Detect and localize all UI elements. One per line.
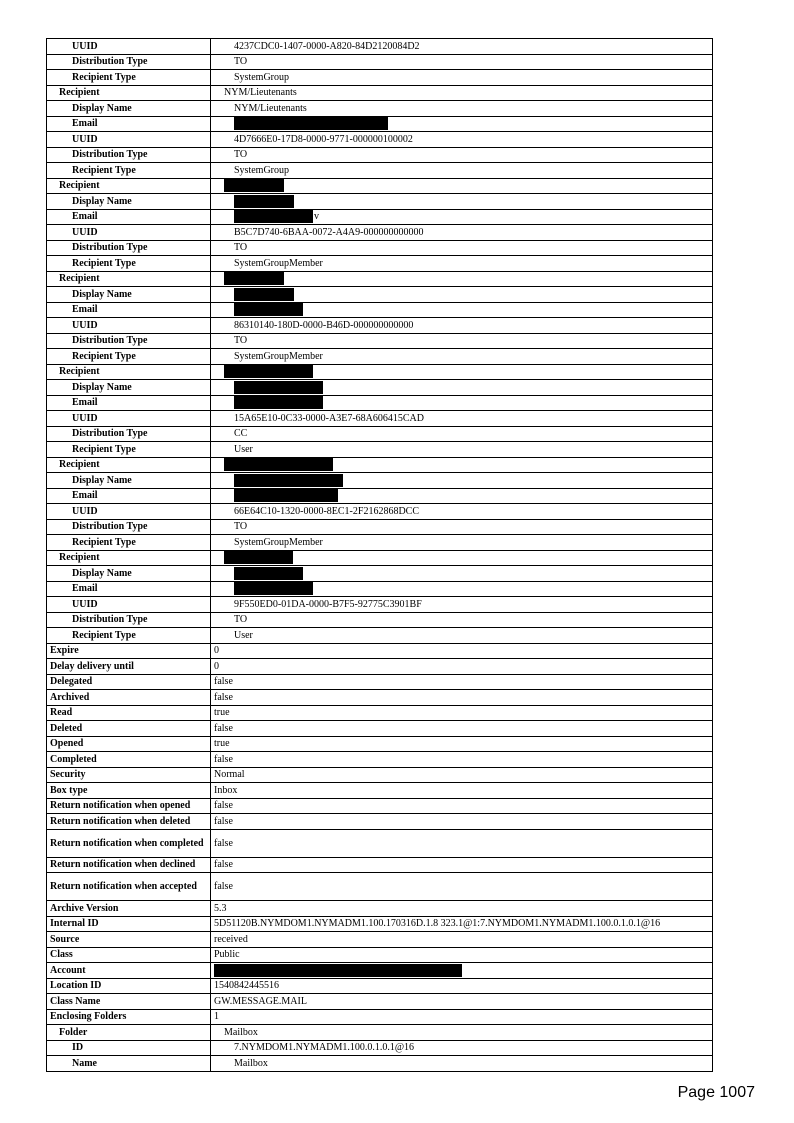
redaction-block: [234, 396, 323, 409]
table-row: [47, 287, 713, 303]
row-label: Recipient Type: [47, 535, 211, 551]
row-label: Distribution Type: [47, 54, 211, 70]
row-label: Distribution Type: [47, 333, 211, 349]
table-row: [47, 674, 713, 690]
table-row: [47, 873, 713, 901]
table-row: [47, 721, 713, 737]
row-label: Display Name: [47, 287, 211, 303]
table-row: [47, 597, 713, 613]
table-row: [47, 488, 713, 504]
table-row: [47, 736, 713, 752]
table-row: [47, 132, 713, 148]
row-label: Recipient Type: [47, 349, 211, 365]
row-label: Distribution Type: [47, 519, 211, 535]
table-row: [47, 178, 713, 194]
row-label: Email: [47, 302, 211, 318]
row-label: Display Name: [47, 101, 211, 117]
redaction-block: [234, 288, 294, 301]
redaction-block: [234, 474, 343, 487]
row-value: TO: [211, 519, 713, 535]
redaction-block: [234, 303, 303, 316]
row-label: ID: [47, 1040, 211, 1056]
row-value: SystemGroupMember: [211, 535, 713, 551]
row-label: UUID: [47, 318, 211, 334]
properties-table-body: [47, 39, 713, 1072]
row-value: NYM/Lieutenants: [211, 101, 713, 117]
table-row: [47, 318, 713, 334]
row-label: Recipient: [47, 364, 211, 380]
row-label: Return notification when deleted: [47, 814, 211, 830]
row-value: 0: [211, 643, 713, 659]
row-value: SystemGroupMember: [211, 349, 713, 365]
table-row: [47, 225, 713, 241]
table-row: [47, 612, 713, 628]
redaction-block: [224, 365, 313, 378]
row-value: [211, 488, 713, 504]
table-row: [47, 504, 713, 520]
table-row: [47, 457, 713, 473]
row-value: true: [211, 705, 713, 721]
row-label: Distribution Type: [47, 240, 211, 256]
row-value: GW.MESSAGE.MAIL: [211, 994, 713, 1010]
row-label: Recipient: [47, 457, 211, 473]
row-label: UUID: [47, 411, 211, 427]
table-row: [47, 752, 713, 768]
table-row: [47, 628, 713, 644]
table-row: [47, 1056, 713, 1072]
row-value: CC: [211, 426, 713, 442]
row-value: [211, 581, 713, 597]
row-label: Email: [47, 116, 211, 132]
table-row: [47, 333, 713, 349]
row-value: [211, 194, 713, 210]
row-label: Return notification when opened: [47, 798, 211, 814]
redaction-block: [214, 964, 462, 977]
row-value: 7.NYMDOM1.NYMADM1.100.0.1.0.1@16: [211, 1040, 713, 1056]
row-value: false: [211, 798, 713, 814]
row-label: Class Name: [47, 994, 211, 1010]
table-row: [47, 767, 713, 783]
redaction-block: [234, 582, 313, 595]
row-value: Normal: [211, 767, 713, 783]
row-value: [211, 116, 713, 132]
table-row: [47, 364, 713, 380]
table-row: [47, 442, 713, 458]
row-label: Distribution Type: [47, 426, 211, 442]
row-value: false: [211, 873, 713, 901]
redaction-block: [224, 551, 293, 564]
row-value: [211, 395, 713, 411]
row-value: 9F550ED0-01DA-0000-B7F5-92775C3901BF: [211, 597, 713, 613]
table-row: [47, 978, 713, 994]
row-label: Distribution Type: [47, 147, 211, 163]
row-value: [211, 364, 713, 380]
table-row: [47, 705, 713, 721]
row-label: Email: [47, 395, 211, 411]
table-row: [47, 932, 713, 948]
row-label: Email: [47, 209, 211, 225]
row-label: Completed: [47, 752, 211, 768]
row-label: Recipient Type: [47, 163, 211, 179]
table-row: [47, 916, 713, 932]
row-value: Mailbox: [211, 1025, 713, 1041]
row-label: UUID: [47, 504, 211, 520]
row-value: 5.3: [211, 901, 713, 917]
row-value: TO: [211, 240, 713, 256]
row-label: Recipient: [47, 271, 211, 287]
row-label: Box type: [47, 783, 211, 799]
row-label: Return notification when accepted: [47, 873, 211, 901]
row-label: Deleted: [47, 721, 211, 737]
table-row: [47, 194, 713, 210]
row-value: 86310140-180D-0000-B46D-000000000000: [211, 318, 713, 334]
row-label: Display Name: [47, 380, 211, 396]
table-row: [47, 1040, 713, 1056]
redaction-block: [234, 489, 338, 502]
table-row: [47, 643, 713, 659]
table-row: [47, 209, 713, 225]
row-label: Email: [47, 581, 211, 597]
table-row: [47, 829, 713, 857]
row-value: Mailbox: [211, 1056, 713, 1072]
row-value: [211, 473, 713, 489]
table-row: [47, 519, 713, 535]
row-label: Opened: [47, 736, 211, 752]
table-row: [47, 783, 713, 799]
table-row: [47, 857, 713, 873]
row-value: [211, 380, 713, 396]
row-label: Location ID: [47, 978, 211, 994]
table-row: [47, 1009, 713, 1025]
row-label: Delegated: [47, 674, 211, 690]
row-label: Distribution Type: [47, 612, 211, 628]
table-row: [47, 473, 713, 489]
row-label: Source: [47, 932, 211, 948]
table-row: [47, 256, 713, 272]
row-label: Archived: [47, 690, 211, 706]
row-value: false: [211, 752, 713, 768]
row-value: [211, 209, 713, 225]
table-row: [47, 395, 713, 411]
table-row: [47, 690, 713, 706]
row-value: NYM/Lieutenants: [211, 85, 713, 101]
table-row: [47, 963, 713, 979]
table-row: [47, 426, 713, 442]
row-value: B5C7D740-6BAA-0072-A4A9-000000000000: [211, 225, 713, 241]
page-number: Page 1007: [677, 1084, 755, 1101]
table-row: [47, 54, 713, 70]
row-label: Name: [47, 1056, 211, 1072]
table-row: [47, 163, 713, 179]
row-value: false: [211, 721, 713, 737]
table-row: [47, 271, 713, 287]
row-value: [211, 457, 713, 473]
row-label: Recipient Type: [47, 256, 211, 272]
row-value: [211, 287, 713, 303]
row-value: [211, 566, 713, 582]
row-label: Archive Version: [47, 901, 211, 917]
table-row: [47, 411, 713, 427]
row-value: 0: [211, 659, 713, 675]
row-value: false: [211, 857, 713, 873]
table-row: [47, 994, 713, 1010]
row-label: Recipient: [47, 550, 211, 566]
table-row: [47, 85, 713, 101]
table-row: [47, 116, 713, 132]
row-value: [211, 178, 713, 194]
row-label: Account: [47, 963, 211, 979]
row-label: Return notification when declined: [47, 857, 211, 873]
redaction-block: [234, 195, 294, 208]
row-label: Recipient: [47, 85, 211, 101]
row-value: false: [211, 674, 713, 690]
redaction-block: [224, 458, 333, 471]
row-value: 15A65E10-0C33-0000-A3E7-68A606415CAD: [211, 411, 713, 427]
row-label: Internal ID: [47, 916, 211, 932]
row-label: UUID: [47, 132, 211, 148]
row-value: Inbox: [211, 783, 713, 799]
row-label: Return notification when completed: [47, 829, 211, 857]
row-label: UUID: [47, 225, 211, 241]
row-label: Display Name: [47, 194, 211, 210]
row-value: [211, 302, 713, 318]
table-row: [47, 814, 713, 830]
table-row: [47, 659, 713, 675]
table-row: [47, 550, 713, 566]
row-value: TO: [211, 147, 713, 163]
row-value: [211, 271, 713, 287]
row-value: SystemGroup: [211, 163, 713, 179]
table-row: [47, 901, 713, 917]
row-label: UUID: [47, 39, 211, 55]
row-label: Display Name: [47, 473, 211, 489]
redaction-block: [224, 179, 284, 192]
row-value: 5D51120B.NYMDOM1.NYMADM1.100.170316D.1.8 323.1@1:7.NYMDOM1.NYMADM1.100.0.1.0.1@16: [211, 916, 713, 932]
table-row: [47, 535, 713, 551]
row-value: [211, 550, 713, 566]
row-label: Delay delivery until: [47, 659, 211, 675]
row-value: User: [211, 442, 713, 458]
table-row: [47, 70, 713, 86]
redaction-block: [234, 117, 388, 130]
row-label: Email: [47, 488, 211, 504]
row-value: [211, 963, 713, 979]
row-value: TO: [211, 54, 713, 70]
row-value: 66E64C10-1320-0000-8EC1-2F2162868DCC: [211, 504, 713, 520]
row-value: Public: [211, 947, 713, 963]
table-row: [47, 798, 713, 814]
row-value: received: [211, 932, 713, 948]
row-value: 1540842445516: [211, 978, 713, 994]
table-row: [47, 39, 713, 55]
row-label: Expire: [47, 643, 211, 659]
row-value: true: [211, 736, 713, 752]
table-row: [47, 947, 713, 963]
row-label: Read: [47, 705, 211, 721]
row-label: Enclosing Folders: [47, 1009, 211, 1025]
redaction-block: [234, 567, 303, 580]
table-row: [47, 581, 713, 597]
row-value: 4D7666E0-17D8-0000-9771-000000100002: [211, 132, 713, 148]
redaction-tail-text: v: [314, 211, 319, 223]
properties-table: [46, 38, 713, 1072]
row-label: Recipient Type: [47, 70, 211, 86]
table-row: [47, 147, 713, 163]
redaction-block: [224, 272, 284, 285]
row-value: User: [211, 628, 713, 644]
row-label: Security: [47, 767, 211, 783]
table-row: [47, 240, 713, 256]
table-row: [47, 349, 713, 365]
row-value: 4237CDC0-1407-0000-A820-84D2120084D2: [211, 39, 713, 55]
table-row: [47, 566, 713, 582]
row-value: false: [211, 690, 713, 706]
row-value: SystemGroupMember: [211, 256, 713, 272]
row-label: Recipient Type: [47, 628, 211, 644]
row-label: Display Name: [47, 566, 211, 582]
table-row: [47, 380, 713, 396]
row-value: false: [211, 814, 713, 830]
redaction-block: [234, 210, 313, 223]
row-label: Folder: [47, 1025, 211, 1041]
table-row: [47, 1025, 713, 1041]
table-row: [47, 302, 713, 318]
redaction-block: [234, 381, 323, 394]
row-label: Class: [47, 947, 211, 963]
table-row: [47, 101, 713, 117]
row-value: SystemGroup: [211, 70, 713, 86]
row-value: 1: [211, 1009, 713, 1025]
row-value: TO: [211, 333, 713, 349]
row-value: false: [211, 829, 713, 857]
row-label: UUID: [47, 597, 211, 613]
row-value: TO: [211, 612, 713, 628]
row-label: Recipient: [47, 178, 211, 194]
row-label: Recipient Type: [47, 442, 211, 458]
